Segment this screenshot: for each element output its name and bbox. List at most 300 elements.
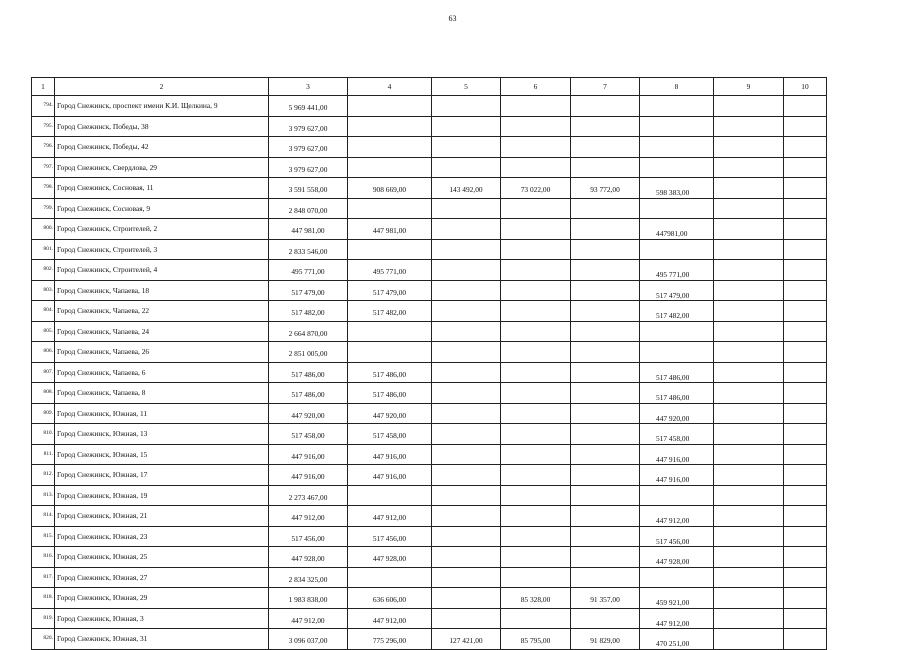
- col3-cell: 2 851 005,00: [269, 342, 348, 363]
- address-cell: Город Снежинск, Победы, 42: [55, 137, 269, 158]
- col4-cell: 517 456,00: [348, 526, 432, 547]
- column-header-4: 4: [348, 78, 432, 96]
- col4-cell: 517 486,00: [348, 362, 432, 383]
- col9-cell: [714, 260, 784, 281]
- col8-cell: 447 916,00: [640, 444, 714, 465]
- col8-cell: [640, 96, 714, 117]
- row-number: 796.: [32, 137, 55, 158]
- row-number: 809.: [32, 403, 55, 424]
- col5-cell: [432, 485, 501, 506]
- table-row: [32, 547, 827, 568]
- row-number: 806.: [32, 342, 55, 363]
- col3-cell: 3 979 627,00: [269, 116, 348, 137]
- col10-cell: [784, 403, 827, 424]
- col7-cell: [571, 485, 640, 506]
- col10-cell: [784, 198, 827, 219]
- address-cell: Город Снежинск, Чапаева, 6: [55, 362, 269, 383]
- col10-cell: [784, 116, 827, 137]
- row-number: 820.: [32, 629, 55, 650]
- col6-cell: 73 022,00: [501, 178, 571, 199]
- table-row: [32, 506, 827, 527]
- col10-cell: [784, 96, 827, 117]
- col8-cell: 447 920,00: [640, 403, 714, 424]
- table-row: [32, 403, 827, 424]
- col5-cell: [432, 383, 501, 404]
- table-row: [32, 629, 827, 650]
- col5-cell: [432, 526, 501, 547]
- col4-cell: 775 296,00: [348, 629, 432, 650]
- address-cell: Город Снежинск, Свердлова, 29: [55, 157, 269, 178]
- table-row: [32, 96, 827, 117]
- col7-cell: [571, 157, 640, 178]
- address-cell: Город Снежинск, Южная, 31: [55, 629, 269, 650]
- col6-cell: [501, 362, 571, 383]
- col4-cell: [348, 157, 432, 178]
- table-row: [32, 383, 827, 404]
- col3-cell: 447 912,00: [269, 506, 348, 527]
- table-row: [32, 608, 827, 629]
- row-number: 803.: [32, 280, 55, 301]
- col5-cell: [432, 198, 501, 219]
- col6-cell: [501, 219, 571, 240]
- col7-cell: [571, 96, 640, 117]
- col9-cell: [714, 403, 784, 424]
- col10-cell: [784, 485, 827, 506]
- col4-cell: 447 916,00: [348, 444, 432, 465]
- col10-cell: [784, 547, 827, 568]
- col9-cell: [714, 547, 784, 568]
- col3-cell: 517 482,00: [269, 301, 348, 322]
- col3-cell: 447 981,00: [269, 219, 348, 240]
- col4-cell: 517 486,00: [348, 383, 432, 404]
- col5-cell: [432, 301, 501, 322]
- col9-cell: [714, 383, 784, 404]
- address-cell: Город Снежинск, Чапаева, 18: [55, 280, 269, 301]
- col9-cell: [714, 465, 784, 486]
- table-row: [32, 239, 827, 260]
- col10-cell: [784, 280, 827, 301]
- table-row: [32, 137, 827, 158]
- table-row: [32, 567, 827, 588]
- col9-cell: [714, 96, 784, 117]
- address-cell: Город Снежинск, проспект имени К.И. Щелкина, 9: [55, 96, 269, 117]
- col7-cell: [571, 465, 640, 486]
- col4-cell: 447 912,00: [348, 506, 432, 527]
- row-number: 816.: [32, 547, 55, 568]
- col5-cell: [432, 506, 501, 527]
- col9-cell: [714, 567, 784, 588]
- table-row: [32, 157, 827, 178]
- address-cell: Город Снежинск, Южная, 29: [55, 588, 269, 609]
- col6-cell: [501, 342, 571, 363]
- table-row: [32, 424, 827, 445]
- col3-cell: 447 912,00: [269, 608, 348, 629]
- col8-cell: [640, 198, 714, 219]
- col8-cell: 517 456,00: [640, 526, 714, 547]
- col9-cell: [714, 219, 784, 240]
- col10-cell: [784, 301, 827, 322]
- col9-cell: [714, 198, 784, 219]
- row-number: 807.: [32, 362, 55, 383]
- col10-cell: [784, 342, 827, 363]
- col8-cell: 517 482,00: [640, 301, 714, 322]
- table-row: [32, 362, 827, 383]
- col6-cell: [501, 485, 571, 506]
- col5-cell: [432, 424, 501, 445]
- col7-cell: 91 357,00: [571, 588, 640, 609]
- col7-cell: [571, 321, 640, 342]
- row-number: 795.: [32, 116, 55, 137]
- col7-cell: 93 772,00: [571, 178, 640, 199]
- table-row: [32, 485, 827, 506]
- address-cell: Город Снежинск, Строителей, 3: [55, 239, 269, 260]
- col8-cell: 447 928,00: [640, 547, 714, 568]
- col6-cell: [501, 424, 571, 445]
- col9-cell: [714, 342, 784, 363]
- address-cell: Город Снежинск, Южная, 15: [55, 444, 269, 465]
- col9-cell: [714, 280, 784, 301]
- col10-cell: [784, 526, 827, 547]
- page-number: 63: [448, 14, 457, 23]
- col10-cell: [784, 608, 827, 629]
- col7-cell: [571, 403, 640, 424]
- col9-cell: [714, 424, 784, 445]
- row-number: 808.: [32, 383, 55, 404]
- col5-cell: [432, 280, 501, 301]
- col6-cell: [501, 260, 571, 281]
- table-row: [32, 198, 827, 219]
- col6-cell: [501, 506, 571, 527]
- column-header-1: 1: [32, 78, 55, 96]
- col3-cell: 2 664 870,00: [269, 321, 348, 342]
- address-cell: Город Снежинск, Строителей, 2: [55, 219, 269, 240]
- col7-cell: [571, 239, 640, 260]
- col3-cell: 3 979 627,00: [269, 137, 348, 158]
- column-header-3: 3: [269, 78, 348, 96]
- col8-cell: [640, 321, 714, 342]
- col9-cell: [714, 526, 784, 547]
- col7-cell: [571, 608, 640, 629]
- col6-cell: [501, 157, 571, 178]
- col10-cell: [784, 178, 827, 199]
- table-row: [32, 260, 827, 281]
- address-cell: Город Снежинск, Южная, 3: [55, 608, 269, 629]
- col10-cell: [784, 424, 827, 445]
- col4-cell: 517 479,00: [348, 280, 432, 301]
- col7-cell: 91 829,00: [571, 629, 640, 650]
- col5-cell: [432, 137, 501, 158]
- row-number: 818.: [32, 588, 55, 609]
- col6-cell: [501, 526, 571, 547]
- col4-cell: 636 606,00: [348, 588, 432, 609]
- row-number: 797.: [32, 157, 55, 178]
- address-cell: Город Снежинск, Чапаева, 8: [55, 383, 269, 404]
- row-number: 815.: [32, 526, 55, 547]
- address-cell: Город Снежинск, Чапаева, 24: [55, 321, 269, 342]
- address-cell: Город Снежинск, Чапаева, 22: [55, 301, 269, 322]
- col3-cell: 3 591 558,00: [269, 178, 348, 199]
- col7-cell: [571, 260, 640, 281]
- col4-cell: 517 482,00: [348, 301, 432, 322]
- col6-cell: [501, 280, 571, 301]
- col3-cell: 517 458,00: [269, 424, 348, 445]
- col7-cell: [571, 198, 640, 219]
- col8-cell: [640, 157, 714, 178]
- col10-cell: [784, 321, 827, 342]
- col3-cell: 2 273 467,00: [269, 485, 348, 506]
- col4-cell: 447 920,00: [348, 403, 432, 424]
- table-row: [32, 178, 827, 199]
- col10-cell: [784, 137, 827, 158]
- col6-cell: 85 795,00: [501, 629, 571, 650]
- col5-cell: [432, 547, 501, 568]
- col8-cell: 447 916,00: [640, 465, 714, 486]
- row-number: 794.: [32, 96, 55, 117]
- column-header-5: 5: [432, 78, 501, 96]
- col7-cell: [571, 383, 640, 404]
- col8-cell: [640, 137, 714, 158]
- col4-cell: [348, 567, 432, 588]
- col4-cell: 447 916,00: [348, 465, 432, 486]
- col8-cell: [640, 567, 714, 588]
- table-row: [32, 280, 827, 301]
- header-row: [32, 78, 827, 96]
- table-row: [32, 444, 827, 465]
- col5-cell: [432, 403, 501, 424]
- col3-cell: 3 979 627,00: [269, 157, 348, 178]
- col6-cell: [501, 96, 571, 117]
- col3-cell: 2 833 546,00: [269, 239, 348, 260]
- column-header-8: 8: [640, 78, 714, 96]
- col8-cell: 517 486,00: [640, 383, 714, 404]
- address-cell: Город Снежинск, Южная, 11: [55, 403, 269, 424]
- col5-cell: [432, 239, 501, 260]
- col8-cell: [640, 116, 714, 137]
- col8-cell: [640, 342, 714, 363]
- col10-cell: [784, 567, 827, 588]
- table-row: [32, 301, 827, 322]
- col6-cell: [501, 383, 571, 404]
- table-row: [32, 588, 827, 609]
- col7-cell: [571, 301, 640, 322]
- col7-cell: [571, 362, 640, 383]
- col5-cell: 143 492,00: [432, 178, 501, 199]
- col7-cell: [571, 567, 640, 588]
- row-number: 799.: [32, 198, 55, 219]
- col3-cell: 517 479,00: [269, 280, 348, 301]
- col3-cell: 2 848 070,00: [269, 198, 348, 219]
- row-number: 814.: [32, 506, 55, 527]
- col5-cell: [432, 567, 501, 588]
- col3-cell: 517 486,00: [269, 383, 348, 404]
- row-number: 817.: [32, 567, 55, 588]
- table-row: [32, 116, 827, 137]
- row-number: 812.: [32, 465, 55, 486]
- col9-cell: [714, 444, 784, 465]
- column-header-2: 2: [55, 78, 269, 96]
- column-header-7: 7: [571, 78, 640, 96]
- col4-cell: [348, 485, 432, 506]
- col8-cell: 447 912,00: [640, 506, 714, 527]
- row-number: 801.: [32, 239, 55, 260]
- col7-cell: [571, 219, 640, 240]
- col5-cell: [432, 465, 501, 486]
- col5-cell: [432, 157, 501, 178]
- row-number: 804.: [32, 301, 55, 322]
- col10-cell: [784, 260, 827, 281]
- col4-cell: 447 981,00: [348, 219, 432, 240]
- col9-cell: [714, 629, 784, 650]
- col3-cell: 447 920,00: [269, 403, 348, 424]
- row-number: 811.: [32, 444, 55, 465]
- table-row: [32, 321, 827, 342]
- col7-cell: [571, 137, 640, 158]
- col6-cell: [501, 547, 571, 568]
- col5-cell: [432, 321, 501, 342]
- col8-cell: 517 479,00: [640, 280, 714, 301]
- column-header-9: 9: [714, 78, 784, 96]
- col5-cell: 127 421,00: [432, 629, 501, 650]
- col10-cell: [784, 588, 827, 609]
- col8-cell: 470 251,00: [640, 629, 714, 650]
- table-row: [32, 219, 827, 240]
- address-cell: Город Снежинск, Южная, 21: [55, 506, 269, 527]
- row-number: 819.: [32, 608, 55, 629]
- col9-cell: [714, 301, 784, 322]
- col8-cell: 598 383,00: [640, 178, 714, 199]
- col8-cell: 459 921,00: [640, 588, 714, 609]
- col7-cell: [571, 444, 640, 465]
- address-cell: Город Снежинск, Южная, 23: [55, 526, 269, 547]
- col10-cell: [784, 157, 827, 178]
- col7-cell: [571, 424, 640, 445]
- address-cell: Город Снежинск, Южная, 25: [55, 547, 269, 568]
- col4-cell: 908 669,00: [348, 178, 432, 199]
- col8-cell: 517 486,00: [640, 362, 714, 383]
- row-number: 800.: [32, 219, 55, 240]
- col4-cell: [348, 96, 432, 117]
- address-cell: Город Снежинск, Победы, 38: [55, 116, 269, 137]
- col3-cell: 495 771,00: [269, 260, 348, 281]
- col9-cell: [714, 608, 784, 629]
- col9-cell: [714, 506, 784, 527]
- col9-cell: [714, 485, 784, 506]
- col6-cell: [501, 608, 571, 629]
- table-row: [32, 465, 827, 486]
- col3-cell: 5 969 441,00: [269, 96, 348, 117]
- table-row: [32, 526, 827, 547]
- col6-cell: [501, 137, 571, 158]
- address-cell: Город Снежинск, Южная, 17: [55, 465, 269, 486]
- column-header-6: 6: [501, 78, 571, 96]
- col8-cell: [640, 239, 714, 260]
- col10-cell: [784, 444, 827, 465]
- col8-cell: [640, 485, 714, 506]
- col6-cell: [501, 198, 571, 219]
- col4-cell: [348, 239, 432, 260]
- col8-cell: 447 912,00: [640, 608, 714, 629]
- row-number: 805.: [32, 321, 55, 342]
- col6-cell: [501, 116, 571, 137]
- col3-cell: 2 834 325,00: [269, 567, 348, 588]
- row-number: 798.: [32, 178, 55, 199]
- address-cell: Город Снежинск, Строителей, 4: [55, 260, 269, 281]
- col7-cell: [571, 116, 640, 137]
- col10-cell: [784, 239, 827, 260]
- row-number: 810.: [32, 424, 55, 445]
- col6-cell: [501, 444, 571, 465]
- col10-cell: [784, 362, 827, 383]
- address-cell: Город Снежинск, Южная, 27: [55, 567, 269, 588]
- col9-cell: [714, 321, 784, 342]
- col10-cell: [784, 383, 827, 404]
- col5-cell: [432, 342, 501, 363]
- col3-cell: 447 916,00: [269, 465, 348, 486]
- col3-cell: 3 096 037,00: [269, 629, 348, 650]
- col7-cell: [571, 342, 640, 363]
- col5-cell: [432, 588, 501, 609]
- col7-cell: [571, 526, 640, 547]
- col6-cell: [501, 321, 571, 342]
- col10-cell: [784, 629, 827, 650]
- col4-cell: 447 928,00: [348, 547, 432, 568]
- col5-cell: [432, 608, 501, 629]
- col6-cell: [501, 465, 571, 486]
- col8-cell: 517 458,00: [640, 424, 714, 445]
- col7-cell: [571, 547, 640, 568]
- col4-cell: [348, 321, 432, 342]
- col9-cell: [714, 157, 784, 178]
- col10-cell: [784, 506, 827, 527]
- table-row: [32, 342, 827, 363]
- col8-cell: 495 771,00: [640, 260, 714, 281]
- col3-cell: 517 456,00: [269, 526, 348, 547]
- col9-cell: [714, 178, 784, 199]
- col9-cell: [714, 137, 784, 158]
- col3-cell: 517 486,00: [269, 362, 348, 383]
- col7-cell: [571, 506, 640, 527]
- address-cell: Город Снежинск, Южная, 19: [55, 485, 269, 506]
- col6-cell: [501, 403, 571, 424]
- col5-cell: [432, 444, 501, 465]
- col7-cell: [571, 280, 640, 301]
- col9-cell: [714, 362, 784, 383]
- col9-cell: [714, 116, 784, 137]
- col10-cell: [784, 465, 827, 486]
- col10-cell: [784, 219, 827, 240]
- col4-cell: [348, 342, 432, 363]
- col4-cell: 447 912,00: [348, 608, 432, 629]
- col4-cell: 495 771,00: [348, 260, 432, 281]
- col4-cell: [348, 198, 432, 219]
- col9-cell: [714, 588, 784, 609]
- col5-cell: [432, 219, 501, 240]
- col6-cell: [501, 567, 571, 588]
- address-cell: Город Снежинск, Сосновая, 11: [55, 178, 269, 199]
- col4-cell: 517 458,00: [348, 424, 432, 445]
- row-number: 802.: [32, 260, 55, 281]
- col4-cell: [348, 137, 432, 158]
- col9-cell: [714, 239, 784, 260]
- col3-cell: 447 928,00: [269, 547, 348, 568]
- col6-cell: [501, 239, 571, 260]
- col5-cell: [432, 362, 501, 383]
- col6-cell: [501, 301, 571, 322]
- col4-cell: [348, 116, 432, 137]
- col5-cell: [432, 260, 501, 281]
- col5-cell: [432, 116, 501, 137]
- address-cell: Город Снежинск, Сосновая, 9: [55, 198, 269, 219]
